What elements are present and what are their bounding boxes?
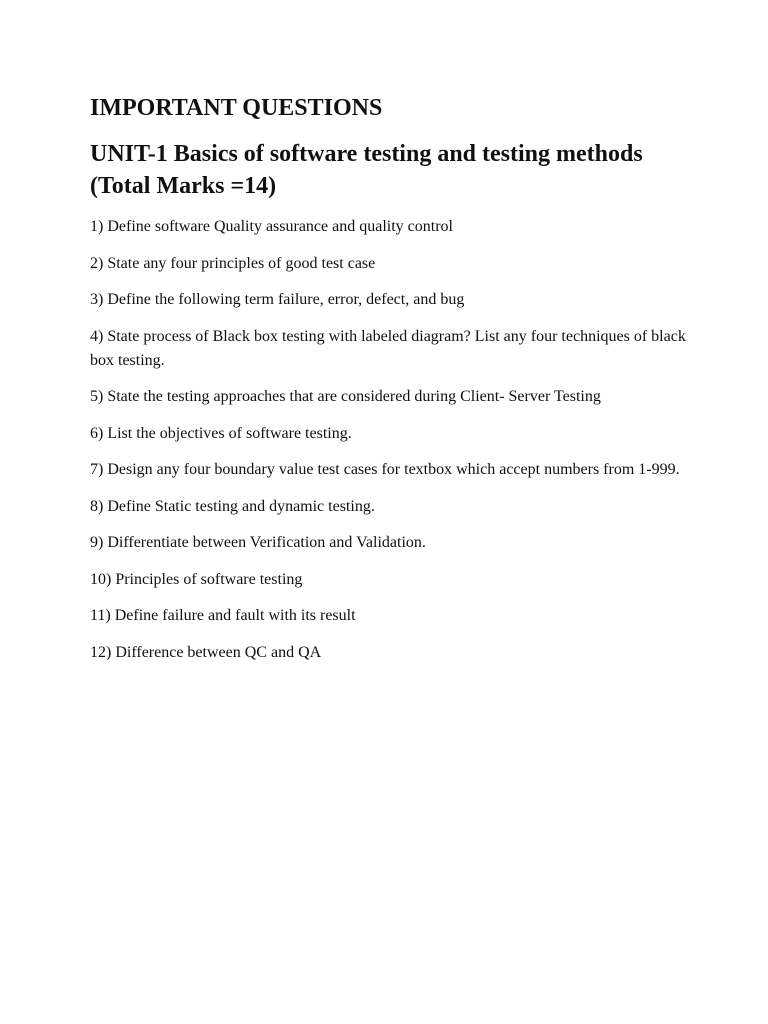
question-item: 4) State process of Black box testing with labeled diagram? List any four techniques of black box testing. [90, 327, 686, 369]
question-item: 2) State any four principles of good test case [90, 254, 376, 272]
unit-heading: UNIT-1 Basics of software testing and testing methods (Total Marks =14) [90, 141, 643, 199]
question-item: 3) Define the following term failure, error, defect, and bug [90, 291, 465, 308]
question-item: 11) Define failure and fault with its result [90, 607, 356, 624]
question-list [90, 215, 690, 665]
question-item: 10) Principles of software testing [90, 570, 303, 588]
question-item: 8) Define Static testing and dynamic testing. [90, 497, 375, 515]
question-item: 7) Design any four boundary value test cases for textbox which accept numbers from 1-999. [90, 461, 680, 478]
question-item: 1) Define software Quality assurance and quality control [90, 218, 453, 235]
question-item: 9) Differentiate between Verification and Validation. [90, 534, 426, 551]
document-title: IMPORTANT QUESTIONS [90, 95, 383, 121]
question-item: 6) List the objectives of software testing. [90, 424, 352, 442]
question-item: 5) State the testing approaches that are considered during Client- Server Testing [90, 388, 601, 405]
question-item: 12) Difference between QC and QA [90, 643, 322, 661]
document-content [90, 92, 690, 677]
